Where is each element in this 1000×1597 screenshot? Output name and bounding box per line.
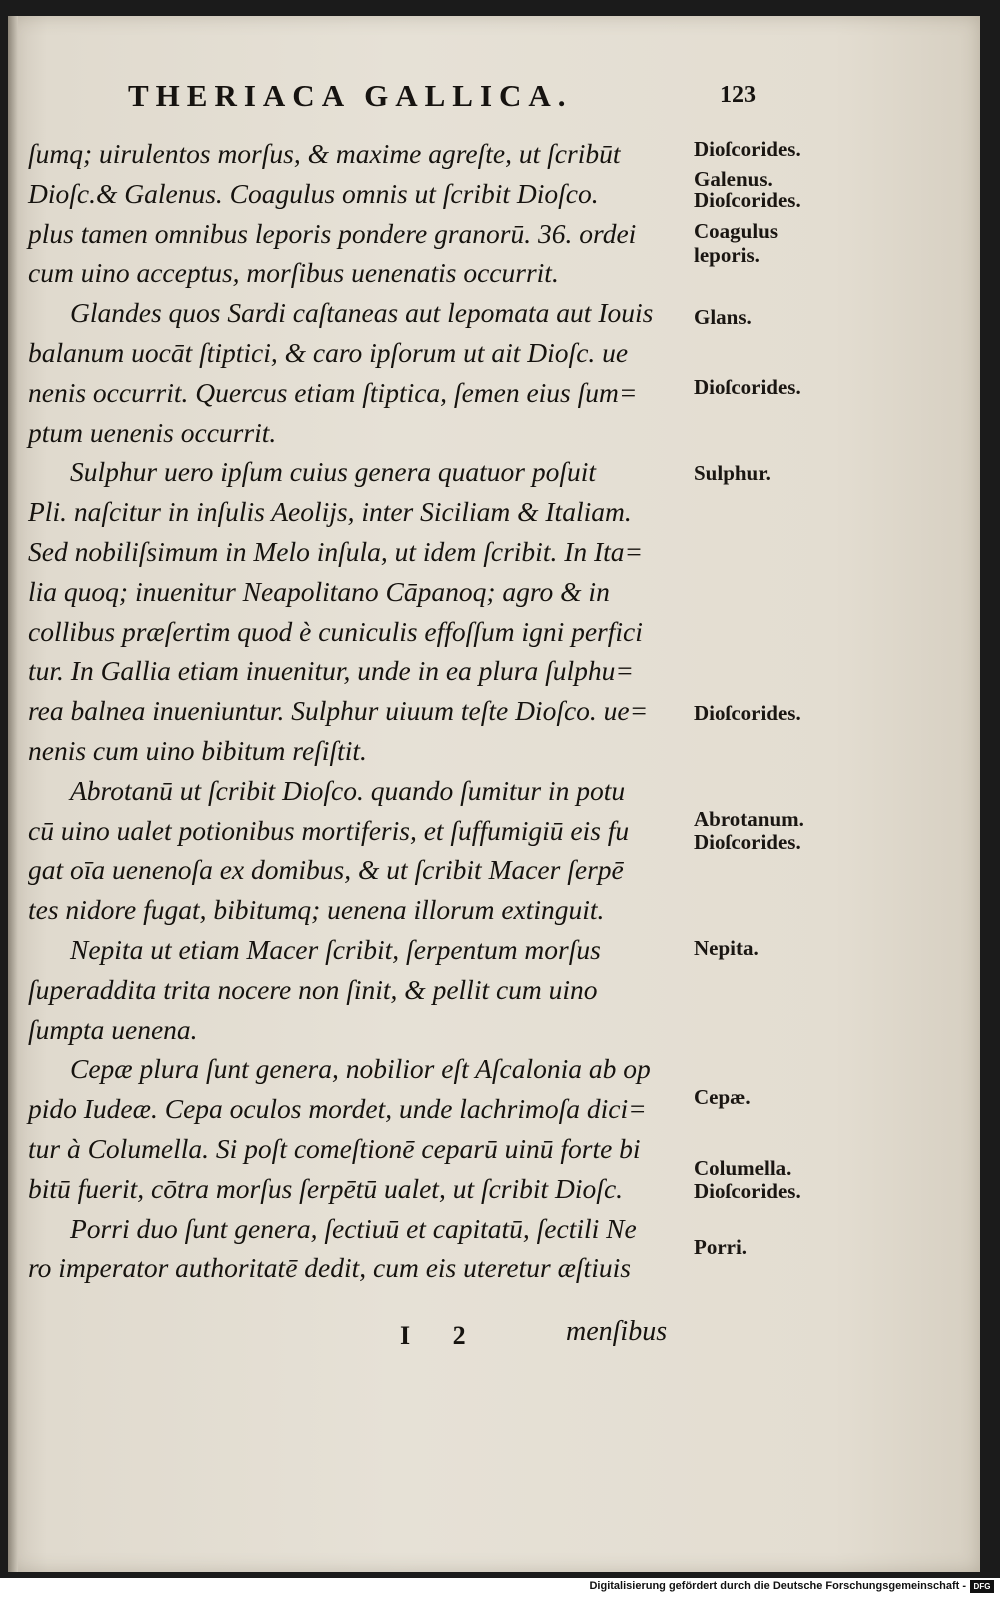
text-line: lia quoq; inuenitur Neapolitano Cāpanoq; agro & in — [28, 575, 610, 607]
text-line: ſumq; uirulentos morſus, & maxime agreſte, ut ſcribūt — [28, 138, 621, 169]
page-binding-edge — [8, 16, 18, 1572]
catchword: menſibus — [566, 1316, 668, 1347]
text-line: Pli. naſcitur in inſulis Aeolijs, inter Siciliam & Italiam. — [28, 496, 632, 528]
margin-note: Dioſcorides. — [694, 375, 801, 399]
text-line: ro imperator authoritatē dedit, cum eis uteretur æſtiuis — [28, 1252, 631, 1284]
margin-note: Nepita. — [694, 936, 759, 960]
text-line: nenis occurrit. Quercus etiam ſtiptica, ſemen eius ſum= — [28, 376, 638, 408]
margin-note: Galenus. — [694, 167, 773, 191]
book-page — [8, 16, 980, 1572]
margin-note: Dioſcorides. — [694, 701, 801, 725]
text-line: collibus præſertim quod è cuniculis effoſſum igni perfici — [28, 615, 643, 647]
text-line: nenis cum uino bibitum reſiſtit. — [28, 734, 367, 766]
margin-note: Dioſcorides. — [694, 188, 801, 212]
signature-mark: I 2 — [400, 1321, 484, 1350]
text-line: pido Iudeæ. Cepa oculos mordet, unde lachrimoſa dici= — [28, 1093, 647, 1125]
text-line: rea balnea inueniuntur. Sulphur uiuum teſte Dioſco. ue= — [28, 695, 649, 727]
text-line: ptum uenenis occurrit. — [28, 416, 277, 448]
digitization-credit: Digitalisierung gefördert durch die Deutsche Forschungsgemeinschaft - — [589, 1580, 966, 1592]
margin-note: Dioſcorides. — [694, 830, 801, 854]
text-line: ſumpta uenena. — [28, 1013, 198, 1045]
folio-number: 123 — [720, 82, 756, 108]
margin-note: Dioſcorides. — [694, 1179, 801, 1203]
margin-note: leporis. — [694, 243, 760, 267]
text-line: gat oīa uenenoſa ex domibus, & ut ſcribit Macer ſerpē — [28, 854, 624, 886]
main-text-block — [28, 134, 683, 1288]
text-line: bitū fuerit, cōtra morſus ſerpētū ualet, ut ſcribit Dioſc. — [28, 1172, 624, 1204]
text-line: Sulphur uero ipſum cuius genera quatuor poſuit — [70, 456, 597, 488]
text-line: Nepita ut etiam Macer ſcribit, ſerpentum morſus — [70, 933, 601, 965]
text-line: tes nidore fugat, bibitumq; uenena illorum extinguit. — [28, 894, 605, 926]
margin-note: Columella. — [694, 1156, 792, 1180]
text-line: plus tamen omnibus leporis pondere granorū. 36. ordei — [28, 217, 637, 249]
text-line: cum uino acceptus, morſibus uenenatis occurrit. — [28, 257, 559, 289]
margin-note: Porri. — [694, 1235, 748, 1259]
dfg-logo-icon: DFG — [970, 1580, 994, 1593]
text-line: Porri duo ſunt genera, ſectiuū et capitatū, ſectili Ne — [70, 1212, 637, 1244]
text-line: Cepæ plura ſunt genera, nobilior eſt Aſcalonia ab op — [70, 1053, 651, 1085]
margin-note: Abrotanum. — [694, 807, 804, 831]
text-line: ſuperaddita trita nocere non ſinit, & pellit cum uino — [28, 973, 598, 1005]
margin-note: Dioſcorides. — [694, 137, 801, 161]
margin-note: Sulphur. — [694, 461, 771, 485]
text-line: tur. In Gallia etiam inuenitur, unde in ea plura ſulphu= — [28, 655, 634, 687]
text-line: Sed nobiliſsimum in Melo inſula, ut idem ſcribit. In Ita= — [28, 535, 644, 567]
margin-note: Coagulus — [694, 219, 779, 243]
text-line: Abrotanū ut ſcribit Dioſco. quando ſumitur in potu — [70, 774, 626, 806]
text-line: Dioſc.& Galenus. Coagulus omnis ut ſcribit Dioſco. — [28, 177, 599, 209]
text-line: tur à Columella. Si poſt comeſtionē ceparū uinū forte bi — [28, 1132, 641, 1164]
margin-note: Glans. — [694, 305, 752, 329]
running-head: THERIACA GALLICA. — [128, 78, 573, 113]
text-line: cū uino ualet potionibus mortiferis, et ſuffumigiū eis fu — [28, 814, 630, 846]
text-line: balanum uocāt ſtiptici, & caro ipſorum ut ait Dioſc. ue — [28, 336, 629, 368]
text-line: Glandes quos Sardi caſtaneas aut lepomata aut Iouis — [70, 297, 654, 329]
margin-note: Cepæ. — [694, 1085, 751, 1109]
